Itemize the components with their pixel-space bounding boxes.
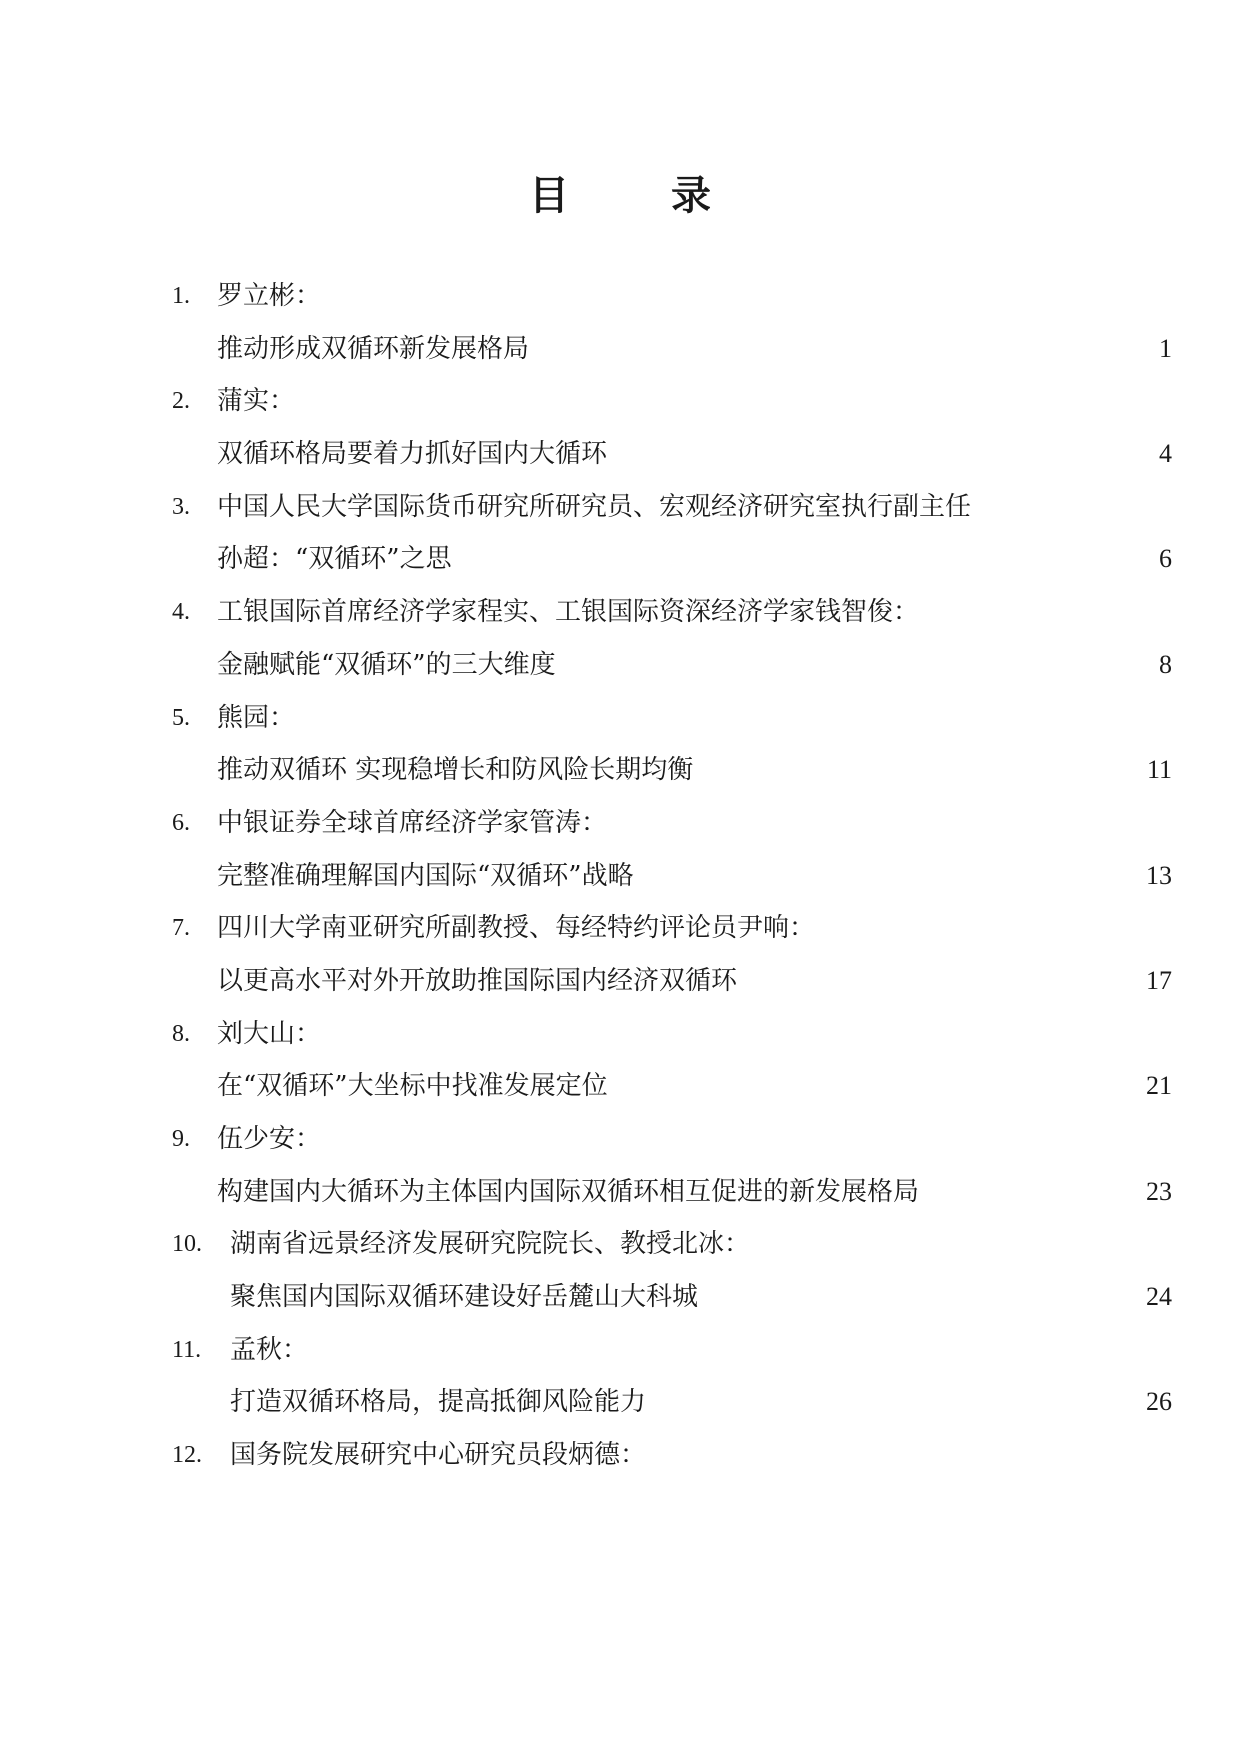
entry-page-number: 26 [1146, 1387, 1172, 1417]
toc-title-line[interactable] [172, 955, 1172, 1008]
entry-number: 6. [172, 809, 190, 836]
entry-title[interactable]: 以更高水平对外开放助推国际国内经济双循环 [217, 965, 738, 996]
entry-author: 四川大学南亚研究所副教授、每经特约评论员尹响： [217, 913, 816, 944]
entry-page-number: 4 [1159, 439, 1172, 469]
entry-page-number: 17 [1146, 965, 1172, 995]
toc-author-line [172, 692, 1172, 745]
entry-page-number: 23 [1146, 1176, 1172, 1206]
entry-number: 2. [172, 388, 190, 415]
entry-number: 9. [172, 1126, 190, 1152]
entry-number: 1. [172, 283, 190, 309]
toc-entry [172, 1218, 1172, 1323]
entry-author: 湖南省远景经济发展研究院院长、教授北冰： [230, 1229, 751, 1260]
toc-author-line [172, 797, 1172, 850]
toc-author-line [172, 375, 1172, 428]
toc-entry [172, 270, 1172, 375]
entry-author: 罗立彬： [217, 281, 322, 311]
toc-entry [172, 586, 1172, 691]
entry-author: 中银证券全球首席经济学家管涛： [217, 807, 608, 838]
entry-page-number: 21 [1146, 1071, 1172, 1101]
toc-author-line [172, 1324, 1172, 1377]
entry-title[interactable]: 推动双循环 实现稳增长和防风险长期均衡 [217, 755, 694, 786]
entry-author: 熊园： [217, 702, 296, 733]
toc-author-line [172, 586, 1172, 639]
toc-author-line [172, 1429, 1172, 1482]
entry-author: 伍少安： [217, 1124, 322, 1154]
page-title: 目 录 [529, 173, 755, 219]
entry-title[interactable]: 推动形成双循环新发展格局 [217, 333, 530, 364]
toc-author-line [172, 1218, 1172, 1271]
entry-author: 刘大山： [217, 1018, 322, 1049]
toc-entry [172, 375, 1172, 480]
entry-title[interactable]: 聚焦国内国际双循环建设好岳麓山大科城 [230, 1282, 699, 1313]
toc-entry [172, 481, 1172, 586]
toc-entry [172, 1008, 1172, 1113]
entry-number: 4. [172, 599, 190, 626]
toc-title-line[interactable] [172, 533, 1172, 586]
toc-title-line[interactable] [172, 1060, 1172, 1113]
toc-entry [172, 1429, 1172, 1482]
entry-number: 10. [172, 1231, 202, 1258]
entry-page-number: 1 [1159, 333, 1172, 363]
entry-title[interactable]: 金融赋能“双循环”的三大维度 [217, 649, 556, 680]
toc-title-line[interactable] [172, 428, 1172, 481]
entry-title[interactable]: 双循环格局要着力抓好国内大循环 [217, 439, 608, 470]
toc-title-line[interactable] [172, 1166, 1172, 1219]
entry-author: 国务院发展研究中心研究员段炳德： [230, 1440, 647, 1471]
entry-number: 3. [172, 493, 190, 520]
toc-author-line [172, 481, 1172, 534]
toc-entry [172, 1113, 1172, 1218]
toc-entry [172, 692, 1172, 797]
entry-title[interactable]: 孙超：“双循环”之思 [217, 544, 452, 575]
entry-page-number: 11 [1146, 755, 1172, 785]
toc-title-line[interactable] [172, 639, 1172, 692]
entry-number: 7. [172, 915, 190, 942]
entry-author: 中国人民大学国际货币研究所研究员、宏观经济研究室执行副主任 [217, 491, 972, 522]
entry-title[interactable]: 在“双循环”大坐标中找准发展定位 [217, 1071, 608, 1102]
toc-author-line [172, 1008, 1172, 1061]
toc-author-line [172, 1113, 1172, 1166]
entry-number: 12. [172, 1442, 202, 1469]
toc-title-line[interactable] [172, 323, 1172, 376]
toc-entry [172, 797, 1172, 902]
entry-author: 孟秋： [230, 1334, 309, 1365]
entry-number: 8. [172, 1020, 190, 1047]
entry-page-number: 6 [1159, 544, 1172, 574]
toc-title-line[interactable] [172, 1271, 1172, 1324]
entry-page-number: 13 [1146, 860, 1172, 890]
toc-entry [172, 1324, 1172, 1429]
toc-title-line[interactable] [172, 1376, 1172, 1429]
entry-number: 11. [172, 1336, 202, 1363]
entry-title[interactable]: 构建国内大循环为主体国内国际双循环相互促进的新发展格局 [217, 1176, 920, 1207]
toc-entry [172, 902, 1172, 1007]
entry-title[interactable]: 完整准确理解国内国际“双循环”战略 [217, 860, 634, 891]
table-of-contents [172, 270, 1172, 1482]
entry-title[interactable]: 打造双循环格局，提高抵御风险能力 [230, 1387, 647, 1418]
toc-author-line [172, 902, 1172, 955]
toc-title-line[interactable] [172, 850, 1172, 903]
entry-author: 蒲实： [217, 386, 296, 417]
toc-author-line [172, 270, 1172, 323]
entry-page-number: 24 [1146, 1282, 1172, 1312]
entry-page-number: 8 [1159, 649, 1172, 679]
entry-author: 工银国际首席经济学家程实、工银国际资深经济学家钱智俊： [217, 597, 920, 628]
toc-title-line[interactable] [172, 744, 1172, 797]
entry-number: 5. [172, 704, 190, 731]
